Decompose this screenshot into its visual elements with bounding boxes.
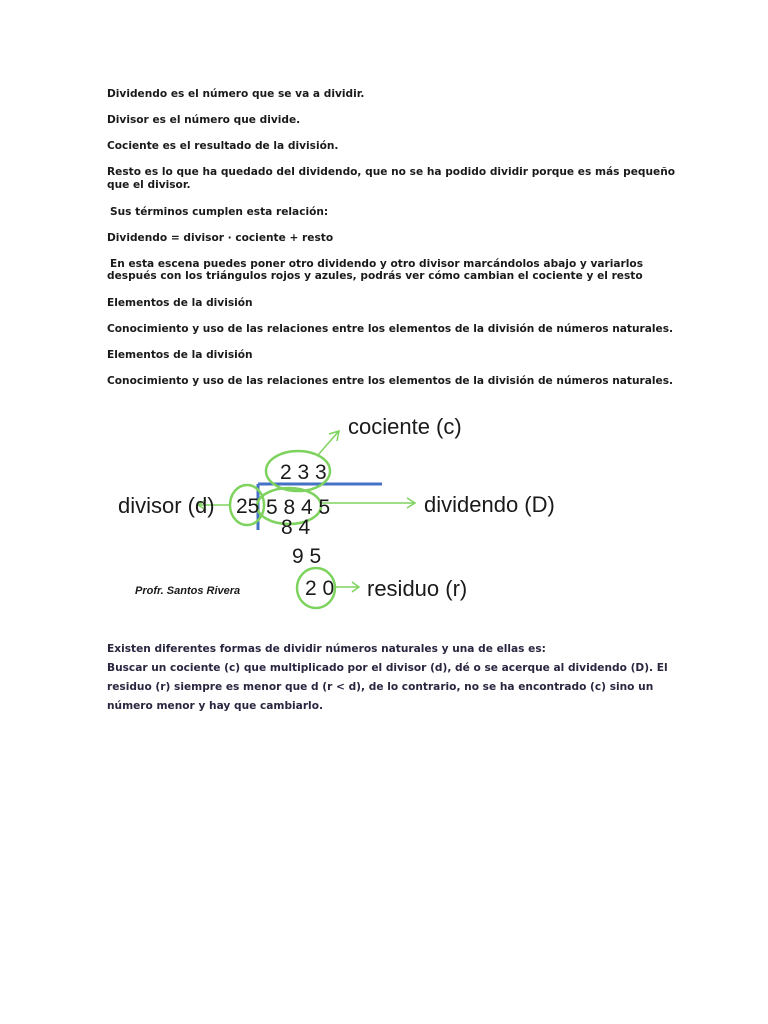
arrow-to-cociente	[318, 432, 338, 455]
paragraph-dividendo-definition: Dividendo es el número que se va a dividir.	[107, 88, 365, 100]
label-dividendo: dividendo (D)	[424, 492, 555, 517]
paragraph-relation-formula: Dividendo = divisor · cociente + resto	[107, 232, 334, 244]
remainder-digits: 2 0	[305, 577, 335, 600]
paragraph-relation-intro: Sus términos cumplen esta relación:	[110, 206, 329, 218]
author-credit: Profr. Santos Rivera	[135, 585, 241, 597]
label-divisor: divisor (d)	[118, 493, 215, 518]
explanation-line3: residuo (r) siempre es menor que d (r < d), de lo contrario, no se ha encontrado (c) sino un	[107, 681, 654, 693]
divisor-digits: 25	[236, 495, 260, 518]
subtraction-step1: 8 4	[281, 516, 311, 539]
heading-elementos-repeat: Elementos de la división	[107, 349, 253, 361]
paragraph-cociente-definition: Cociente es el resultado de la división.	[107, 140, 339, 152]
explanation-line2: Buscar un cociente (c) que multiplicado por el divisor (d), dé o se acerque al dividendo (D). El	[107, 662, 668, 674]
explanation-line4: número menor y hay que cambiarlo.	[107, 700, 323, 712]
label-cociente: cociente (c)	[348, 414, 462, 439]
paragraph-conocimiento-repeat: Conocimiento y uso de las relaciones entre los elementos de la división de números naturales.	[107, 375, 674, 387]
quotient-digits: 2 3 3	[280, 461, 327, 484]
paragraph-resto-definition-line2: que el divisor.	[107, 179, 191, 191]
subtraction-step2: 9 5	[292, 545, 322, 568]
paragraph-scene-line2: después con los triángulos rojos y azules, podrás ver cómo cambian el cociente y el resto	[107, 270, 643, 282]
paragraph-conocimiento: Conocimiento y uso de las relaciones entre los elementos de la división de números naturales.	[107, 323, 674, 335]
dividend-digits: 5 8 4 5	[266, 496, 331, 519]
paragraph-divisor-definition: Divisor es el número que divide.	[107, 114, 301, 126]
paragraph-resto-definition-line1: Resto es lo que ha quedado del dividendo, que no se ha podido dividir porque es más pequeño	[107, 166, 676, 178]
explanation-block	[107, 640, 667, 716]
label-residuo: residuo (r)	[367, 576, 468, 601]
explanation-line1: Existen diferentes formas de dividir números naturales y una de ellas es:	[107, 643, 546, 655]
heading-elementos: Elementos de la división	[107, 297, 253, 309]
paragraph-scene-line1: En esta escena puedes poner otro dividendo y otro divisor marcándolos abajo y variarlos	[110, 258, 643, 270]
